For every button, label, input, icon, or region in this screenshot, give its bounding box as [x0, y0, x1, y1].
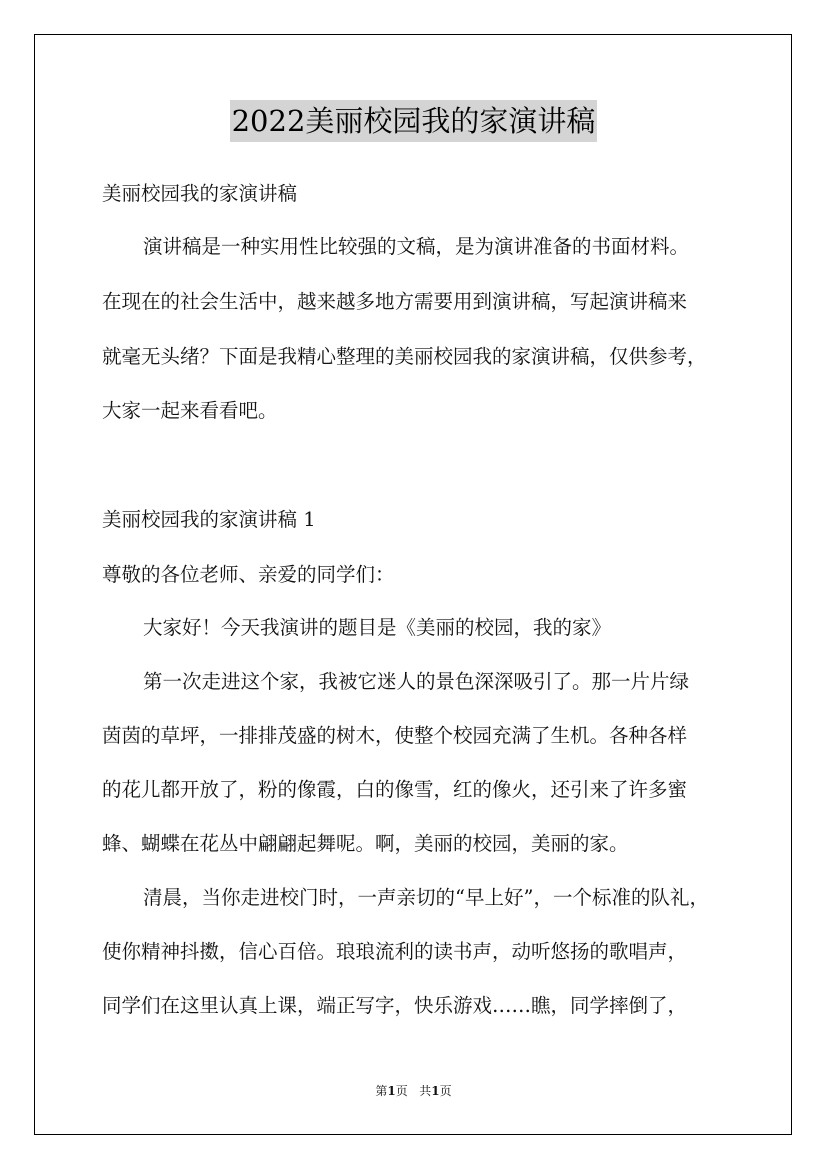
total-pages: 1: [431, 1084, 440, 1098]
total-prefix: 共: [419, 1084, 432, 1098]
page-number: 1: [387, 1084, 396, 1098]
total-suffix: 页: [439, 1084, 452, 1098]
body-line: 大家好！今天我演讲的题目是《美丽的校园，我的家》: [143, 616, 612, 639]
section-heading: 美丽校园我的家演讲稿 1: [102, 508, 316, 531]
body-line: 就毫无头绪？下面是我精心整理的美丽校园我的家演讲稿，仅供参考，: [102, 345, 707, 368]
body-line: 同学们在这里认真上课，端正写字，快乐游戏……瞧，同学摔倒了，: [102, 994, 688, 1017]
body-line: 蜂、蝴蝶在花丛中翩翩起舞呢。啊，美丽的校园，美丽的家。: [102, 832, 629, 855]
body-line: 茵茵的草坪，一排排茂盛的树木，使整个校园充满了生机。各种各样: [102, 724, 688, 747]
page-suffix: 页: [395, 1084, 408, 1098]
page-footer: [0, 1082, 827, 1099]
body-line: 第一次走进这个家，我被它迷人的景色深深吸引了。那一片片绿: [143, 670, 690, 693]
body-line: 在现在的社会生活中，越来越多地方需要用到演讲稿，写起演讲稿来: [102, 290, 688, 313]
subtitle-line: 美丽校园我的家演讲稿: [102, 182, 298, 205]
body-line: 清晨，当你走进校门时，一声亲切的“早上好”，一个标准的队礼，: [143, 886, 709, 909]
page-prefix: 第: [375, 1084, 388, 1098]
title-container: [0, 100, 827, 142]
body-line: 演讲稿是一种实用性比较强的文稿，是为演讲准备的书面材料。: [143, 235, 690, 258]
body-line: 的花儿都开放了，粉的像霞，白的像雪，红的像火，还引来了许多蜜: [102, 778, 688, 801]
document-title: 2022美丽校园我的家演讲稿: [230, 100, 598, 142]
body-line: 使你精神抖擞，信心百倍。琅琅流利的读书声，动听悠扬的歌唱声，: [102, 940, 688, 963]
salutation-line: 尊敬的各位老师、亲爱的同学们：: [102, 563, 395, 586]
body-line: 大家一起来看看吧。: [102, 399, 278, 422]
